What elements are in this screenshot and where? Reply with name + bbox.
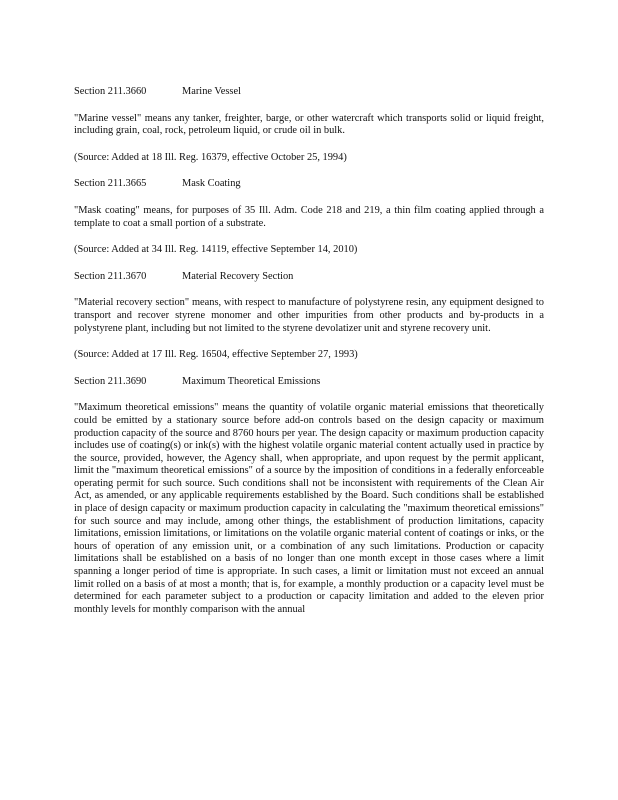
definition-paragraph: "Maximum theoretical emissions" means the quantity of volatile organic material emissions that theoretically could be emitted by a stationary source before add-on controls based on the design capacity or maximum production capacity of the source and 8760 hours per year. The design capacity or maximum production capacity includes use of coating(s) or ink(s) with the highest volatile organic material content actually used in practice by the source, provided, however, the Agency shall, when appropriate, and upon request by the permit applicant, limit the "maximum theoretical emissions" of a source by the imposition of conditions in a federally enforceable operating permit for such source. Such conditions shall not be inconsistent with requirements of the Clean Air Act, as amended, or any applicable requirements established by the Board. Such conditions shall be established in place of design capacity or maximum production capacity in calculating the "maximum theoretical emissions" for such source and may include, among other things, the establishment of production limitations, capacity limitations, emission limitations, or limitations on the volatile organic material content of coatings or inks, or the hours of operation of any emission unit, or a combination of any such limitations. Production or capacity limitations shall be established on a basis of no longer than one month except in those cases where a limit spanning a longer period of time is appropriate. In such cases, a limit or limitation must not exceed an annual limit rolled on a basis of at most a month; that is, for example, a monthly production or a capacity level must be determined for each parameter subject to a production or capacity limitation and added to the eleven prior monthly levels for monthly comparison with the annual (74, 402, 544, 615)
section-heading-material-recovery-section (74, 271, 544, 284)
section-heading-mask-coating (74, 178, 544, 191)
definition-paragraph: "Marine vessel" means any tanker, freighter, barge, or other watercraft which transports solid or liquid freight, including grain, coal, rock, petroleum liquid, or crude oil in bulk. (74, 112, 544, 137)
source-note: (Source: Added at 34 Ill. Reg. 14119, effective September 14, 2010) (74, 244, 358, 256)
section-title: Mask Coating (182, 178, 241, 190)
source-note: (Source: Added at 17 Ill. Reg. 16504, effective September 27, 1993) (74, 349, 358, 361)
definition-paragraph: "Mask coating" means, for purposes of 35 Ill. Adm. Code 218 and 219, a thin film coating applied through a template to coat a small portion of a substrate. (74, 204, 544, 229)
section-number: Section 211.3665 (74, 178, 147, 190)
definition-paragraph: "Material recovery section" means, with respect to manufacture of polystyrene resin, any equipment designed to transport and recover styrene monomer and other impurities from other products and by-products in a polystyrene plant, including but not limited to the styrene devolatizer unit and styrene recovery unit. (74, 297, 544, 334)
section-number: Section 211.3660 (74, 86, 147, 97)
section-heading-maximum-theoretical-emissions (74, 376, 544, 389)
section-title: Maximum Theoretical Emissions (182, 375, 321, 387)
section-heading-marine-vessel (74, 86, 544, 99)
document-body (74, 86, 544, 630)
section-number: Section 211.3670 (74, 270, 147, 282)
section-number: Section 211.3690 (74, 375, 147, 387)
section-title: Material Recovery Section (182, 270, 294, 282)
source-note: (Source: Added at 18 Ill. Reg. 16379, effective October 25, 1994) (74, 151, 347, 163)
section-title: Marine Vessel (182, 86, 241, 97)
